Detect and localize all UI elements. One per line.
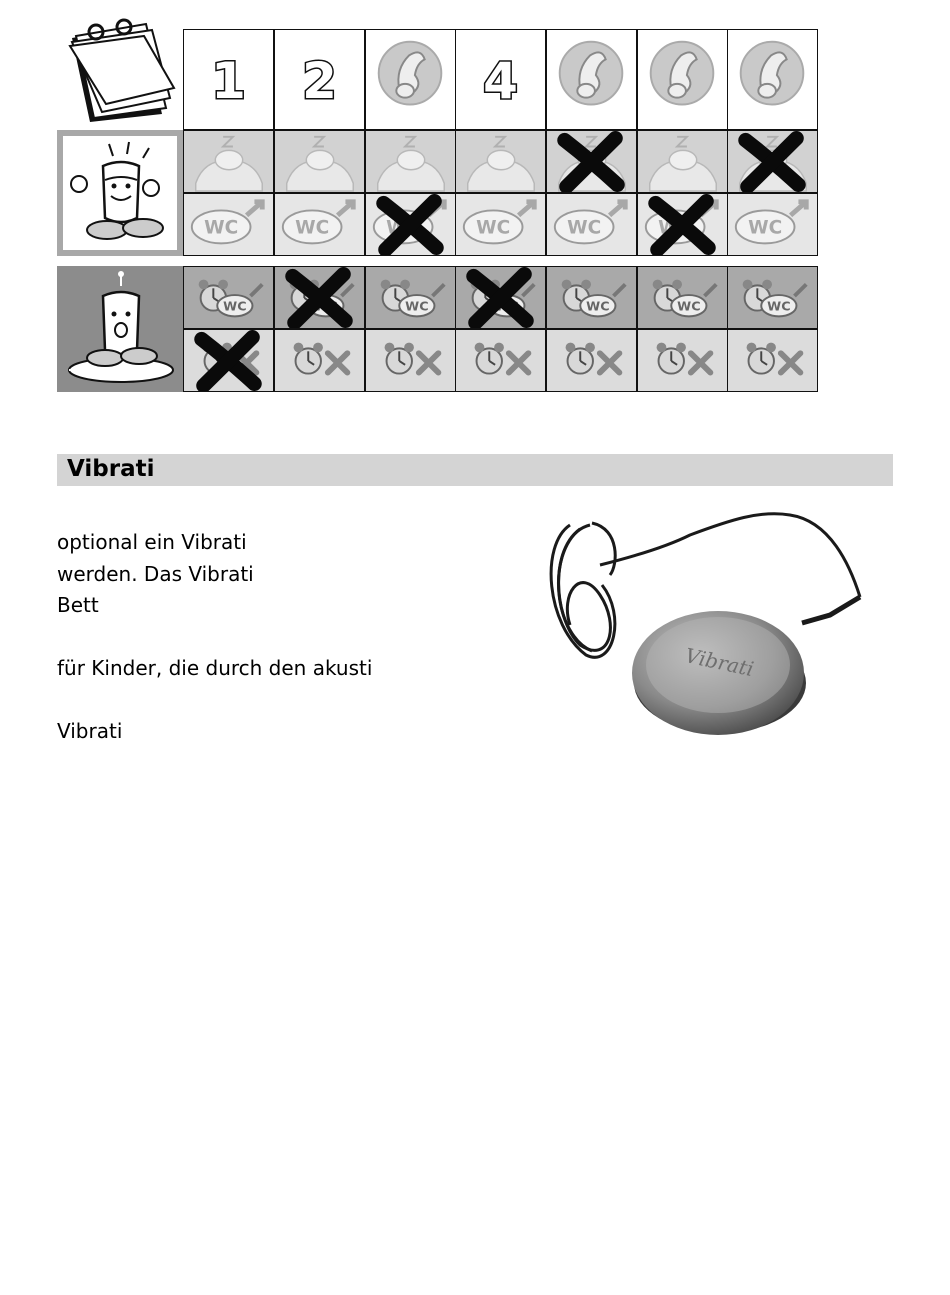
calendar-icon (62, 18, 180, 126)
wet-alarm-no-toilet-cell (455, 329, 546, 392)
body-text (57, 527, 497, 748)
wet-alarm-toilet-cell-crossed (455, 266, 546, 329)
dry-toilet-cell (546, 193, 637, 256)
wet-alarm-no-toilet-cell (365, 329, 456, 392)
day-fish-cell (637, 29, 728, 130)
day-number-cell (274, 29, 365, 130)
day-number: 2 (302, 52, 337, 110)
body-line: Bett (57, 593, 99, 617)
svg-text:WC: WC (405, 298, 429, 314)
section-heading-bar (57, 454, 893, 486)
svg-text:WC: WC (658, 217, 693, 239)
dry-toilet-cell-crossed (365, 193, 456, 256)
body-line: werden. Das Vibrati (57, 561, 254, 586)
day-number-cell (183, 29, 274, 130)
svg-text:WC: WC (386, 217, 421, 239)
wet-alarm-no-toilet-cell (274, 329, 365, 392)
wet-alarm-no-toilet-cell (637, 329, 728, 392)
dry-sleep-cell (365, 130, 456, 193)
day-number: 4 (483, 52, 518, 110)
dry-toilet-cell (455, 193, 546, 256)
section-title: Vibrati (67, 456, 155, 482)
wet-night-character (57, 266, 183, 392)
wet-alarm-no-toilet-cell (546, 329, 637, 392)
dry-toilet-cell-crossed (637, 193, 728, 256)
vibration-pad-photo (530, 505, 870, 745)
wet-alarm-no-toilet-cell-crossed (183, 329, 274, 392)
day-number-cell (455, 29, 546, 130)
svg-text:WC: WC (677, 298, 701, 314)
svg-text:WC: WC (767, 298, 791, 314)
dry-sleep-cell (183, 130, 274, 193)
body-line: optional ein Vibrati (57, 530, 247, 554)
svg-text:WC: WC (223, 298, 247, 314)
day-fish-cell (365, 29, 456, 130)
dry-sleep-cell (455, 130, 546, 193)
dry-sleep-cell (274, 130, 365, 193)
body-line: für Kinder, die durch den akusti (57, 656, 373, 680)
pad-brand-text: Vibrati (683, 643, 756, 682)
wet-alarm-toilet-cell (183, 266, 274, 329)
dry-toilet-cell (727, 193, 818, 256)
body-line: Vibrati (57, 719, 123, 743)
svg-text:WC: WC (295, 217, 330, 239)
dry-sleep-cell-crossed (546, 130, 637, 193)
wet-alarm-toilet-cell-crossed (274, 266, 365, 329)
svg-text:WC: WC (476, 217, 511, 239)
svg-text:WC: WC (586, 298, 610, 314)
night-tracking-chart (0, 0, 950, 400)
svg-text:WC: WC (748, 217, 783, 239)
svg-text:WC: WC (495, 298, 519, 314)
dry-sleep-cell-crossed (727, 130, 818, 193)
day-fish-cell (727, 29, 818, 130)
wet-alarm-no-toilet-cell (727, 329, 818, 392)
wet-alarm-toilet-cell (727, 266, 818, 329)
svg-text:WC: WC (204, 217, 239, 239)
svg-text:WC: WC (314, 298, 338, 314)
svg-text:WC: WC (567, 217, 602, 239)
dry-night-character (57, 130, 183, 256)
wet-alarm-toilet-cell (637, 266, 728, 329)
dry-sleep-cell (637, 130, 728, 193)
wet-alarm-toilet-cell (546, 266, 637, 329)
wet-alarm-toilet-cell (365, 266, 456, 329)
day-number: 1 (211, 52, 246, 110)
dry-toilet-cell (274, 193, 365, 256)
day-fish-cell (546, 29, 637, 130)
dry-toilet-cell (183, 193, 274, 256)
